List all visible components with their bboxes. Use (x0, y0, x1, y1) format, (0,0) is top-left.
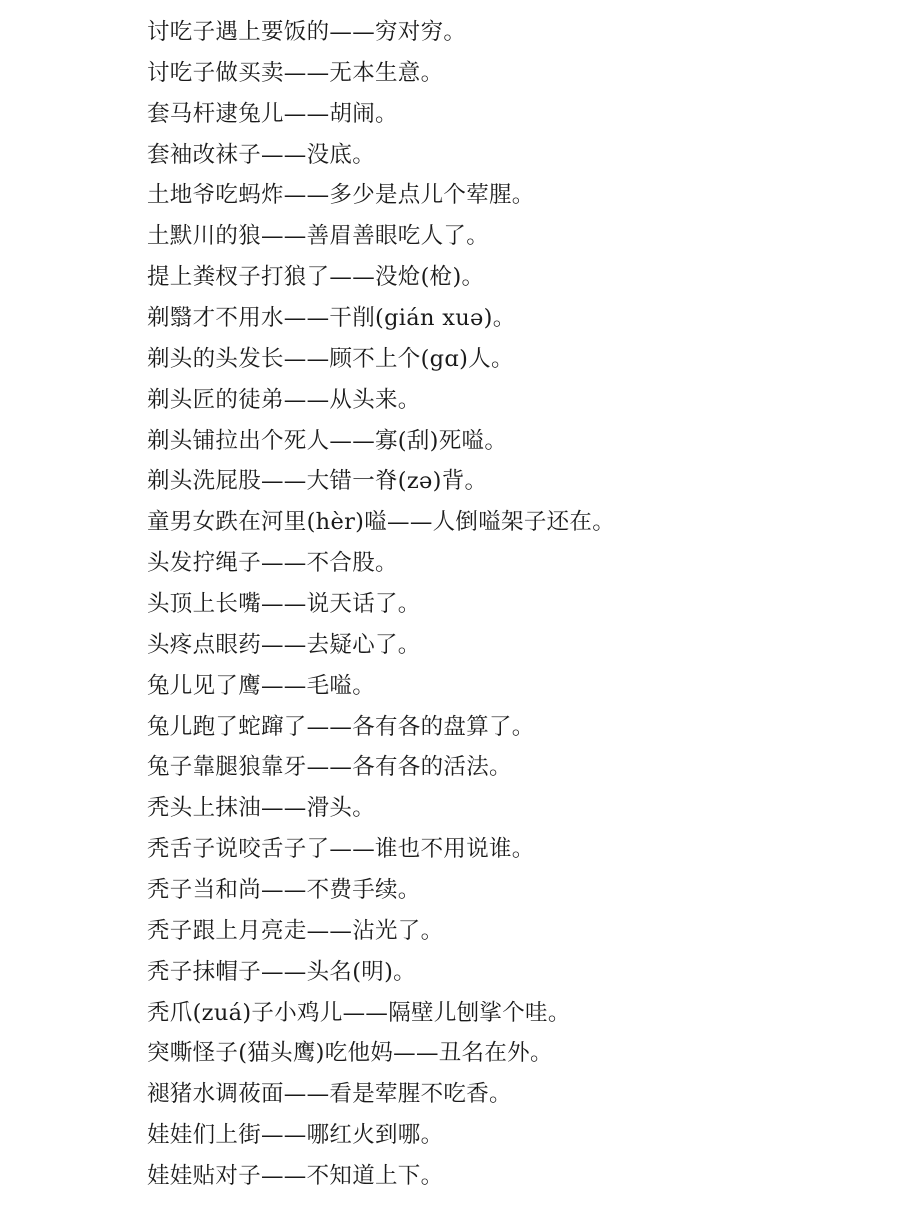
proverb-line: 突嘶怪子(猫头鹰)吃他妈——丑名在外。 (147, 1040, 553, 1067)
proverb-list (147, 12, 615, 1197)
proverb-line: 娃娃们上街——哪红火到哪。 (147, 1122, 444, 1149)
proverb-line: 剃头铺拉出个死人——寡(刮)死嗌。 (147, 427, 508, 454)
proverb-line: 秃子当和尚——不费手续。 (147, 877, 421, 904)
proverb-line: 童男女跌在河里(hèr)嗌——人倒嗌架子还在。 (147, 509, 616, 536)
proverb-line: 剃头匠的徒弟——从头来。 (147, 386, 421, 413)
proverb-line: 秃舌子说咬舌子了——谁也不用说谁。 (147, 836, 535, 863)
proverb-line: 土默川的狼——善眉善眼吃人了。 (147, 223, 490, 250)
proverb-line: 讨吃子做买卖——无本生意。 (147, 59, 444, 86)
proverb-line: 兔子靠腿狼靠牙——各有各的活法。 (147, 754, 512, 781)
proverb-line: 剃头洗屁股——大错一脊(zə)背。 (147, 468, 488, 495)
proverb-line: 讨吃子遇上要饭的——穷对穷。 (147, 19, 467, 45)
proverb-line: 娃娃贴对子——不知道上下。 (147, 1163, 444, 1190)
proverb-line: 头疼点眼药——去疑心了。 (147, 631, 421, 658)
proverb-line: 秃子跟上月亮走——沾光了。 (147, 917, 444, 944)
proverb-line: 头顶上长嘴——说天话了。 (147, 591, 421, 618)
proverb-line: 兔儿见了鹰——毛嗌。 (147, 672, 376, 699)
proverb-line: 头发拧绳子——不合股。 (147, 550, 398, 577)
proverb-line: 剃头的头发长——顾不上个(gɑ)人。 (147, 345, 514, 372)
proverb-line: 褪猪水调莜面——看是荤腥不吃香。 (147, 1081, 512, 1108)
proverb-line: 提上粪杈子打狼了——没炝(枪)。 (147, 264, 485, 291)
proverb-line: 套马杆逮兔儿——胡闹。 (147, 100, 398, 127)
proverb-line: 兔儿跑了蛇蹿了——各有各的盘算了。 (147, 713, 535, 740)
proverb-line: 秃头上抹油——滑头。 (147, 795, 376, 822)
proverb-line: 秃子抹帽子——头名(明)。 (147, 958, 416, 985)
proverb-line: 剃翳才不用水——干削(gián xuə)。 (147, 305, 516, 332)
proverb-line: 土地爷吃蚂炸——多少是点儿个荤腥。 (147, 182, 535, 209)
proverb-line: 套袖改袜子——没底。 (147, 141, 376, 168)
proverb-line: 秃爪(zuá)子小鸡儿——隔壁儿刨挲个哇。 (147, 999, 571, 1026)
